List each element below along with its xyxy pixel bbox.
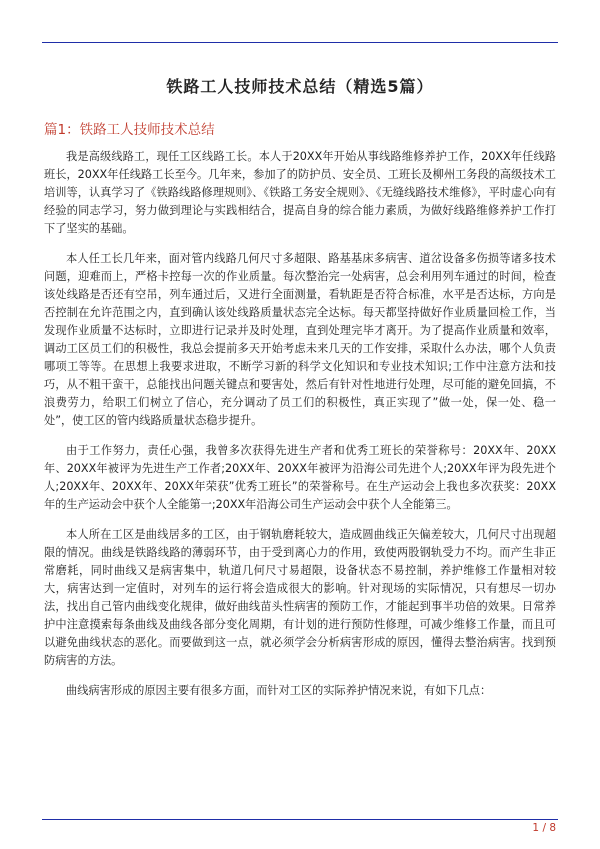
paragraph: 由于工作努力，责任心强，我曾多次获得先进生产者和优秀工班长的荣誉称号：20XX年、20XX年、20XX年被评为先进生产工作者;20XX年、20XX年被评为沿海公司先进个人;20XX年评为段先进个人;20XX年、20XX年、20XX年荣获”优秀工班长”的荣誉称号。在生产运动会上我也多次获奖：20XX年的生产运动会中获个人全能第一;20XX年沿海公司生产运动会中获个人全能第三。 bbox=[44, 444, 556, 511]
page-number: 1 / 8 bbox=[532, 822, 556, 834]
paragraph: 本人任工长几年来，面对管内线路几何尺寸多超限、路基基床多病害、道岔设备多伤损等诸多技术问题，迎难而上，严格卡控每一次的作业质量。每次整治完一处病害，总会利用列车通过的时间，检查该处线路是否还有空吊，列车通过后，又进行全面测量，看轨距是否符合标准，水平是否达标，方向是否控制在允许范围之内，直到确认该处线路质量状态完全达标。每天都坚持做好作业质量回检工作，当发现作业质量不达标时，立即进行记录并及时处理，直到处理完毕才离开。为了提高作业质量和效率，调动工区员工们的积极性，我总会提前多天开始考虑未来几天的工作安排，采取什么办法，哪个人负责哪项工等等。在思想上我要求进取，不断学习新的科学文化知识和专业技术知识;工作中注意方法和技巧，从不粗干蛮干，总能找出问题关键点和要害处，然后有针对性地进行处理，尽可能的避免回搞，不浪费劳力，给职工们树立了信心，充分调动了员工们的积极性，真正实现了”做一处，保一处、稳一处”，使工区的管内线路质量状态稳步提升。 bbox=[44, 252, 556, 427]
paragraph: 我是高级线路工，现任工区线路工长。本人于20XX年开始从事线路维修养护工作，20XX年任线路班长，20XX年任线路工长至今。几年来，参加了的防护员、安全员、工班长及柳州工务段的高级技术工培训等，认真学习了《铁路线路修理规则》、《铁路工务安全规则》、《无缝线路技术维修》，平时虚心向有经验的同志学习，努力做到理论与实践相结合，提高自身的综合能力素质，为做好线路维修养护工作打下了坚实的基础。 bbox=[44, 150, 556, 235]
paragraph: 曲线病害形成的原因主要有很多方面，而针对工区的实际养护情况来说，有如下几点： bbox=[66, 684, 492, 697]
document-title: 铁路工人技师技术总结（精选5篇） bbox=[166, 77, 434, 96]
document-body bbox=[44, 148, 556, 712]
paragraph: 本人所在工区是曲线居多的工区，由于钢轨磨耗较大，造成圆曲线正矢偏差较大，几何尺寸出现超限的情况。曲线是铁路线路的薄弱环节，由于受到离心力的作用，致使两股钢轨受力不均。而产生非正常磨耗，同时曲线又是病害集中，轨道几何尺寸易超限，设备状态不易控制，养护维修工作量相对较大，病害达到一定值时，对列车的运行将会造成很大的影响。针对现场的实际情况，只有想尽一切办法，找出自己管内曲线变化规律，做好曲线苗头性病害的预防工作，才能起到事半功倍的效果。日常养护中注意摸索每条曲线及曲线各部分变化周期，有计划的进行预防性修理，可减少维修工作量，而且可以避免曲线状态的恶化。而要做到这一点，就必须学会分析病害形成的原因，懂得去整治病害。找到预防病害的方法。 bbox=[44, 528, 556, 667]
footer-rule bbox=[42, 819, 558, 820]
header-rule bbox=[42, 42, 558, 43]
section-heading: 篇1：铁路工人技师技术总结 bbox=[44, 122, 215, 138]
